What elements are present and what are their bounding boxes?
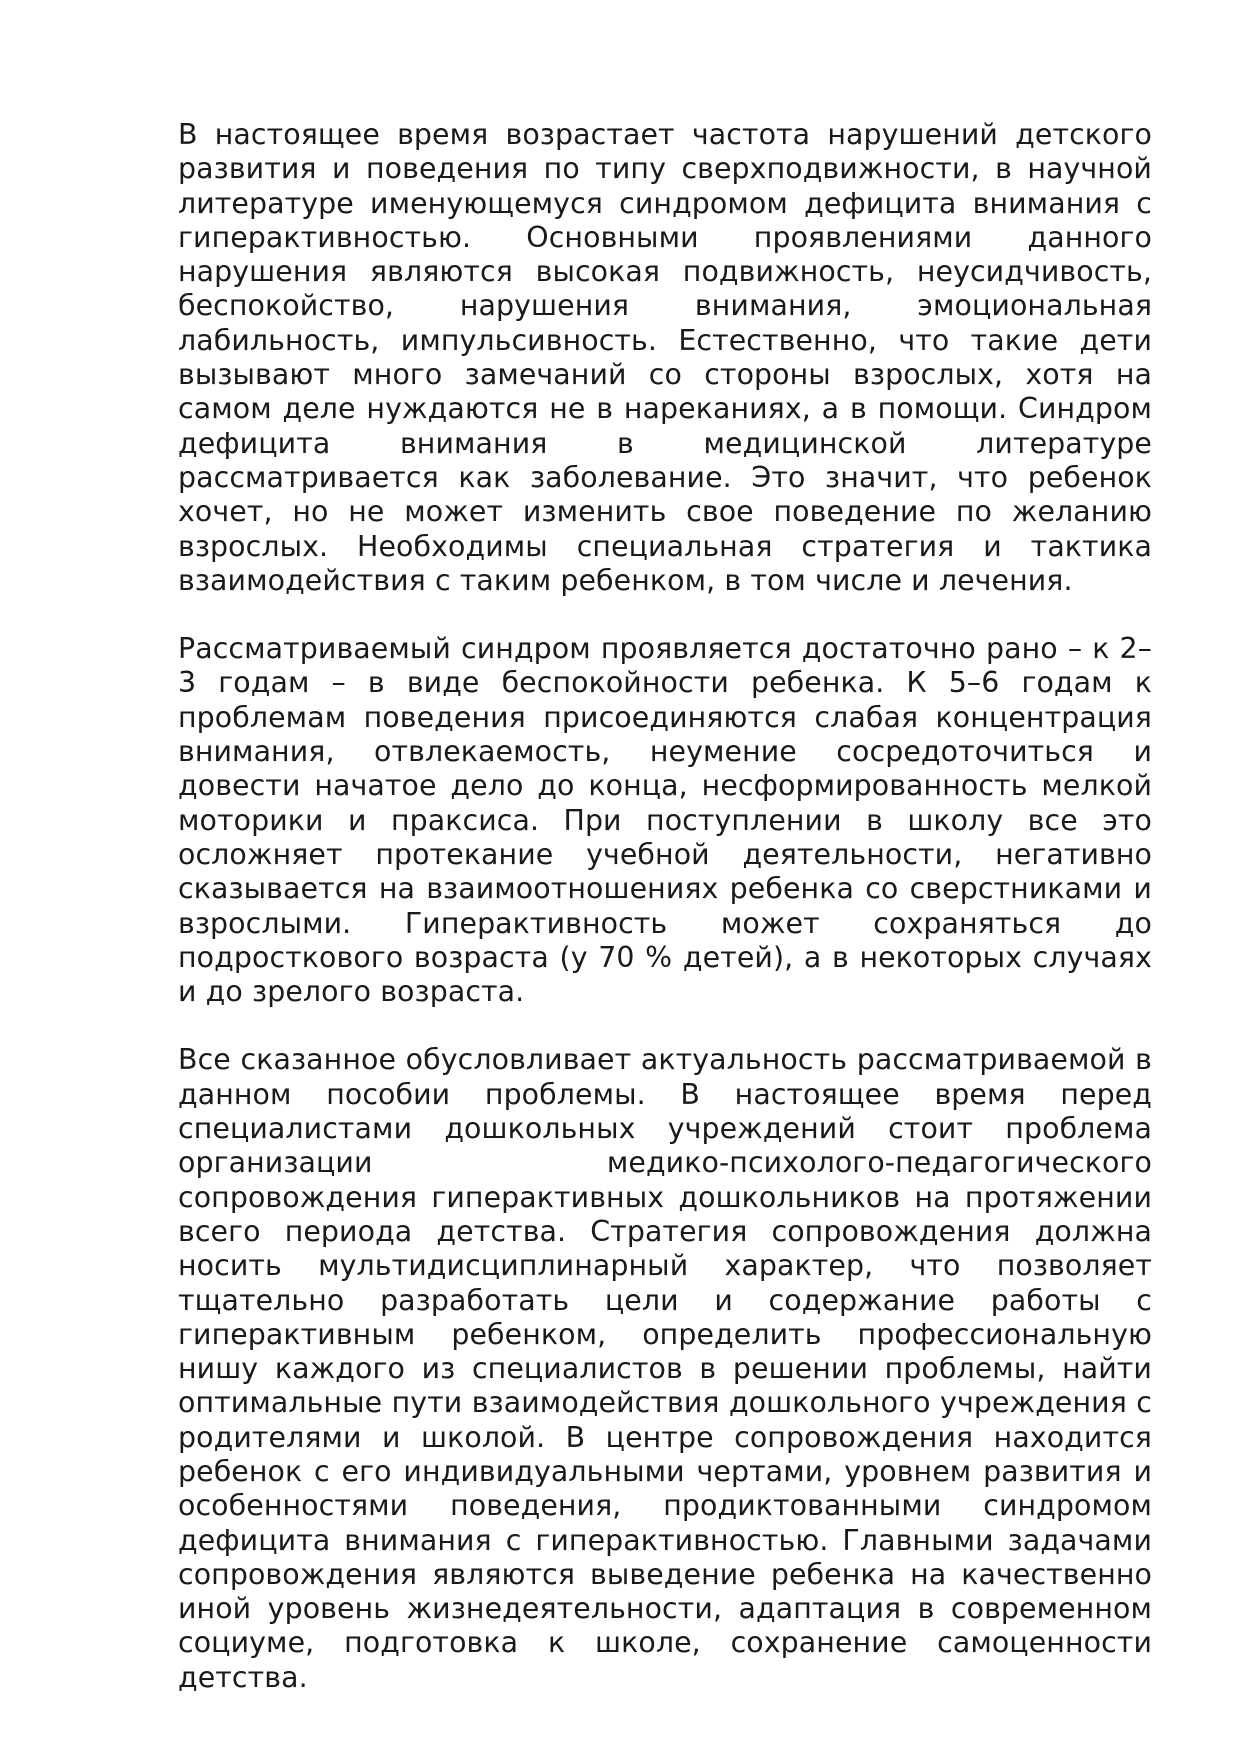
- paragraph-3: Все сказанное обусловливает актуальность рассматриваемой в данном пособии проблемы. В настоящее время перед специалистами дошкольных учреждений стоит проблема организации медико-психолого-педагогического сопровождения гиперактивных дошкольников на протяжении всего периода детства. Стратегия сопровождения должна носить мультидисциплинарный характер, что позволяет тщательно разработать цели и содержание работы с гиперактивным ребенком, определить профессиональную нишу каждого из специалистов в решении проблемы, найти оптимальные пути взаимодействия дошкольного учреждения с родителями и школой. В центре сопровождения находится ребенок с его индивидуальными чертами, уровнем развития и особенностями поведения, продиктованными синдромом дефицита внимания с гиперактивностью. Главными задачами сопровождения являются выведение ребенка на качественно иной уровень жизнедеятельности, адаптация в современном социуме, подготовка к школе, сохранение самоценности детства.: [178, 1043, 1152, 1694]
- text-body: [178, 118, 1152, 1695]
- paragraph-2: Рассматриваемый синдром проявляется достаточно рано – к 2–3 годам – в виде беспокойности ребенка. К 5–6 годам к проблемам поведения присоединяются слабая концентрация внимания, отвлекаемость, неумение сосредоточиться и довести начатое дело до конца, несформированность мелкой моторики и праксиса. При поступлении в школу все это осложняет протекание учебной деятельности, негативно сказывается на взаимоотношениях ребенка со сверстниками и взрослыми. Гиперактивность может сохраняться до подросткового возраста (у 70 % детей), а в некоторых случаях и до зрелого возраста.: [178, 632, 1152, 1009]
- paragraph-1: В настоящее время возрастает частота нарушений детского развития и поведения по типу сверхподвижности, в научной литературе именующемуся синдромом дефицита внимания с гиперактивностью. Основными проявлениями данного нарушения являются высокая подвижность, неусидчивость, беспокойство, нарушения внимания, эмоциональная лабильность, импульсивность. Естественно, что такие дети вызывают много замечаний со стороны взрослых, хотя на самом деле нуждаются не в нареканиях, а в помощи. Синдром дефицита внимания в медицинской литературе рассматривается как заболевание. Это значит, что ребенок хочет, но не может изменить свое поведение по желанию взрослых. Необходимы специальная стратегия и тактика взаимодействия с таким ребенком, в том числе и лечения.: [178, 118, 1152, 597]
